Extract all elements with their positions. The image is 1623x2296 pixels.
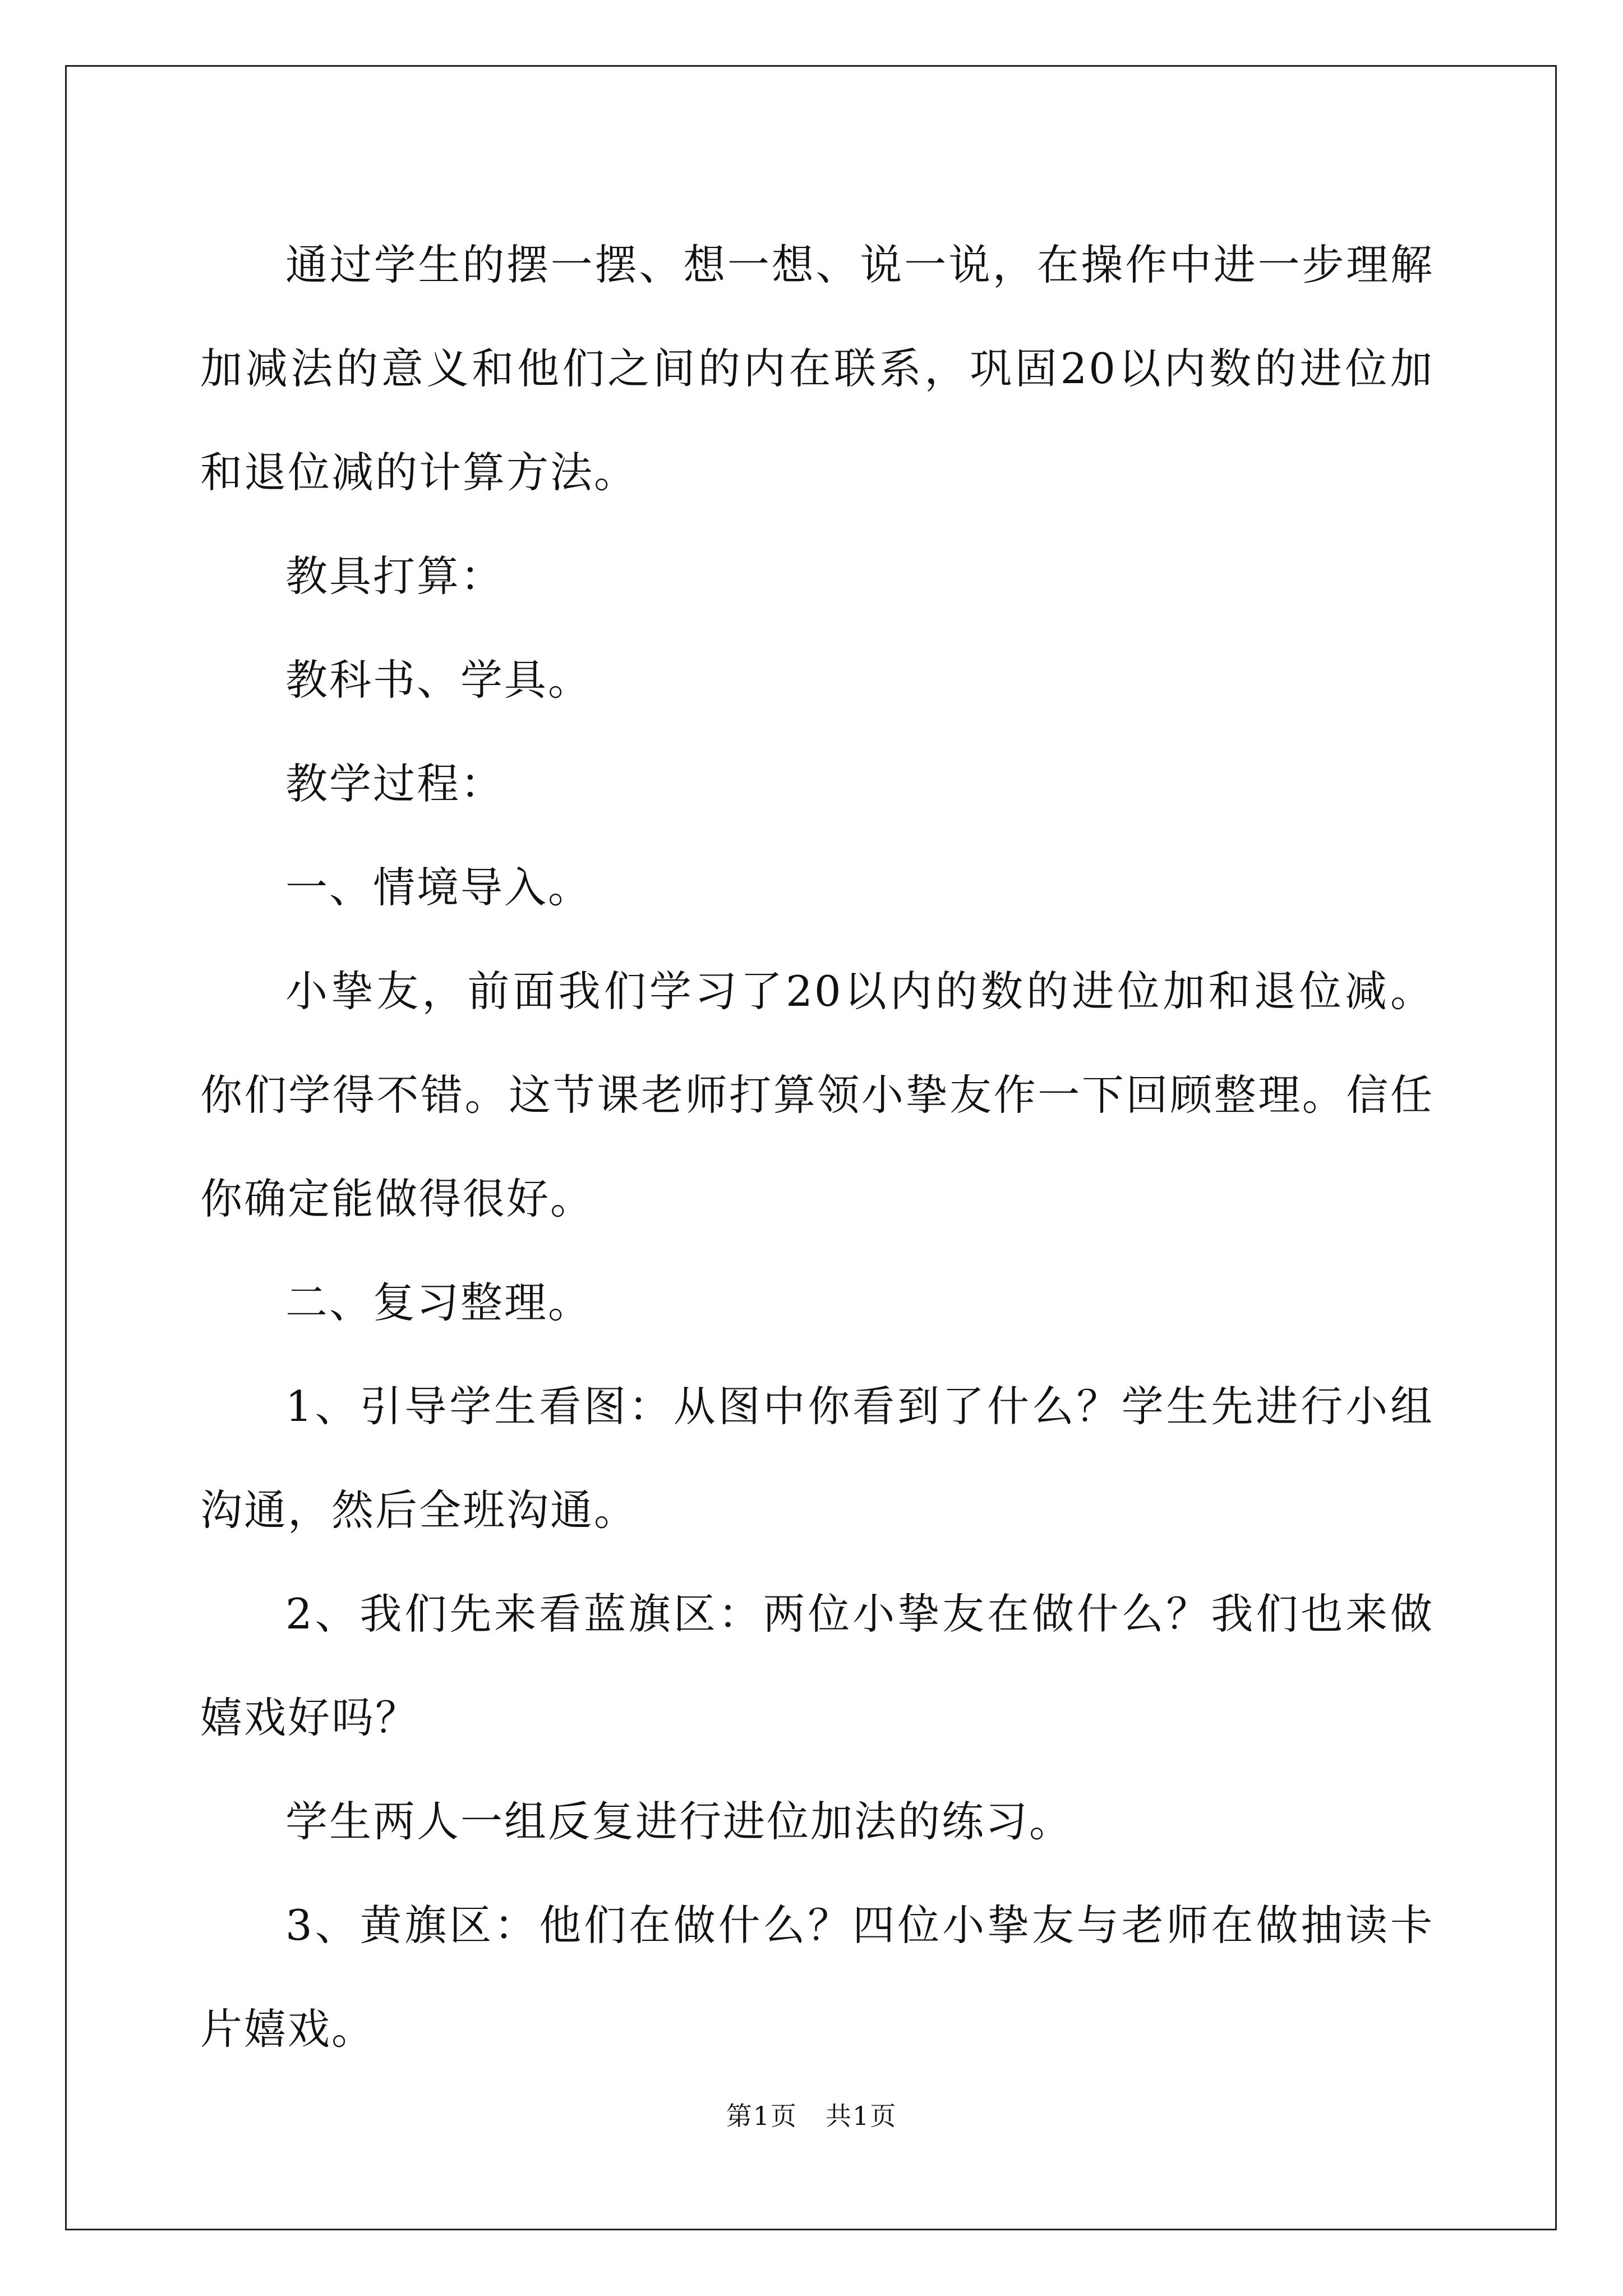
paragraph: 3、黄旗区：他们在做什么？四位小挚友与老师在做抽读卡片嬉戏。	[200, 1901, 1434, 2054]
paragraph: 小挚友，前面我们学习了20以内的数的进位加和退位减。你们学得不错。这节课老师打算领小挚友作一下回顾整理。信任你确定能做得很好。	[200, 967, 1434, 1223]
paragraph: 二、复习整理。	[285, 1278, 592, 1327]
paragraph: 2、我们先来看蓝旗区：两位小挚友在做什么？我们也来做嬉戏好吗？	[200, 1589, 1434, 1742]
paragraph: 教具打算：	[285, 551, 505, 601]
paragraph: 一、情境导入。	[285, 863, 592, 912]
paragraph: 学生两人一组反复进行进位加法的练习。	[285, 1797, 1073, 1846]
page-total: 共1页	[826, 2101, 897, 2131]
page-footer	[0, 2099, 1623, 2133]
paragraph: 1、引导学生看图：从图中你看到了什么？学生先进行小组沟通，然后全班沟通。	[200, 1382, 1434, 1535]
paragraph: 教科书、学具。	[285, 655, 592, 705]
paragraph: 通过学生的摆一摆、想一想、说一说，在操作中进一步理解加减法的意义和他们之间的内在联系，巩固20以内数的进位加和退位减的计算方法。	[200, 240, 1434, 497]
paragraph: 教学过程：	[285, 759, 505, 808]
document-body	[200, 213, 1434, 2081]
page-number: 第1页	[726, 2101, 797, 2131]
